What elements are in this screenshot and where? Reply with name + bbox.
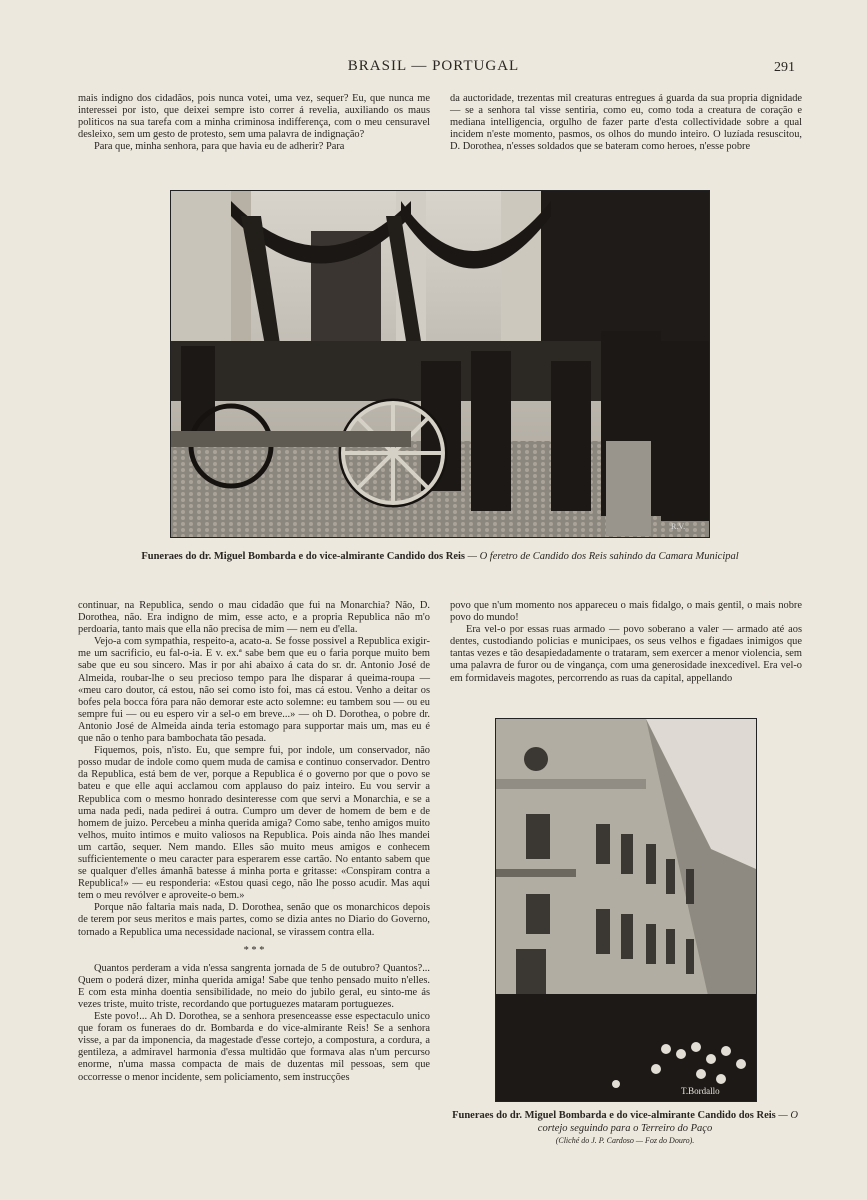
column-top-left (78, 93, 430, 153)
paragraph: Quantos perderam a vida n'essa sangrenta jornada de 5 de outubro? Quantos?... Quem o poderá dizer, minha querida amiga! Sabe que tenho pensado muito n'elles. E com esta minha doentia sensibilidade, no meio do jubilo geral, eu sinto-me ás vezes triste, muito triste, recordando que portuguezes mataram portuguezes. (78, 962, 430, 1010)
photo-funeral-hearse (170, 190, 710, 538)
svg-text:T.Bordallo: T.Bordallo (681, 1086, 720, 1096)
page-number: 291 (774, 60, 795, 75)
caption-photo-1 (120, 551, 760, 564)
caption-description: — O cortejo seguindo para o Terreiro do Paço (537, 1110, 798, 1134)
caption-title: Funeraes do dr. Miguel Bombarda e do vice-almirante Candido dos Reis (452, 1110, 776, 1121)
paragraph: Porque não faltaria mais nada, D. Dorothea, senão que os monarchicos depois de terem por seus meritos e mais partes, como se dizia antes no Diario do Governo, tornado a Republica uma necessidade nacional, se virassem contra ella. (78, 902, 430, 938)
paragraph: da auctoridade, trezentas mil creaturas entregues á guarda da sua propria dignidade — se a senhora tal visse sentiria, como eu, como toda a creatura de coração e mediana intelligencia, orgulho de fazer parte d'esta collectividade sobre a qual incidem n'este momento, pasmos, os olhos do mundo inteiro. O luzíada resuscitou, D. Dorothea, n'esses soldados que se bateram como heroes, n'esse pobre (450, 93, 802, 153)
paragraph: continuar, na Republica, sendo o mau cidadão que fui na Monarchia? Não, D. Dorothea, não. Era indigno de mim, esse acto, e a propria Republica não m'o perdoaria, tanto mais que ella não precisa de mim — nem eu d'ella. (78, 600, 430, 636)
caption-description: — O feretro de Candido dos Reis sahindo da Camara Municipal (467, 551, 739, 562)
paragraph: Este povo!... Ah D. Dorothea, se a senhora presenceasse esse espectaculo unico que foram os funeraes do dr. Bombarda e do vice-almirante Reis! Se a senhora visse, a par da imponencia, da magestade d'esse cortejo, a compostura, a cordura, a gentileza, a admiravel harmonia d'essa multidão que formava alas n'um percurso enorme, n'uma massa compacta de mais de duzentas mil pessoas, sem que occorresse o menor incidente, sem policiamento, sem instrucções (78, 1011, 430, 1083)
paragraph: Era vel-o por essas ruas armado — povo soberano a valer — armado até aos dentes, custodiando policias e municipaes, os seus velhos e figadaes inimigos que tantas vezes e tão desapiedadamente o trataram, sem exercer a menor violencia, sem uma palavra de furor ou de vingança, com uma generosidade inexcedivel. Era vel-o em formidaveis magotes, percorrendo as ruas da capital, appellando (450, 624, 802, 684)
column-middle-right (450, 600, 802, 685)
paragraph: Vejo-a com sympathia, respeito-a, acato-a. Se fosse possivel a Republica exigir-me um sacrificio, eu fal-o-ia. E v. ex.ª sabe bem que eu o faria porque muito bem sabe que eu sou sincero. Mas ir por ahi abaixo á cata do sr. dr. Antonio José de Almeida, roubar-lhe o seu precioso tempo para lhe disparar á queima-roupa — «meu caro doutor, cá estou, não sei como isto foi, mas cá estou. Venho a deitar os bofes pela bocca fóra para não demorar este acto solemne: eu tambem sou — ou eu sempre fui — ou eu espero vir a sel-o em breve...» — oh D. Dorothea, o pobre dr. Antonio José de Almeida ainda teria estomago para supportar mais um, mas eu é que não o tenho para bambochata tão pesada. (78, 636, 430, 745)
photo-funeral-procession (495, 718, 757, 1102)
paragraph: mais indigno dos cidadãos, pois nunca votei, uma vez, sequer? Eu, que nunca me interessei por isto, que deixei sempre isto correr á revelia, auxiliando os maus politicos na sua tarefa com a minha criminosa indifferença, com o meu censuravel desleixo, sem um gesto de protesto, sem uma palavra de indignação? (78, 93, 430, 141)
page-header (0, 58, 867, 78)
hearse-scene-illustration (171, 191, 709, 537)
running-title: BRASIL — PORTUGAL (347, 58, 520, 74)
column-middle-left (78, 600, 430, 1084)
caption-photo-2 (440, 1110, 810, 1148)
paragraph: Para que, minha senhora, para que havia eu de adherir? Para (94, 141, 345, 153)
section-divider: * * * (243, 944, 265, 956)
svg-text:R.V.: R.V. (671, 522, 686, 531)
photo-credit: (Cliché do J. P. Cardoso — Foz do Douro). (555, 1136, 695, 1145)
paragraph: Fiquemos, pois, n'isto. Eu, que sempre fui, por indole, um conservador, não posso mudar de indole como quem muda de camisa e continuo conservador. Dentro da Republica, está bem de ver, porque a Republica é o governo por que o povo se bateu e que elle aqui acclamou com applauso do paiz inteiro. Eu vou servir a Republica com o mesmo honrado desinteresse com que servi a Monarchia, e se a uma nada pedi, nada pedirei á outra. Cumpro um dever de homem de bem e de homem de juizo. Percebeu a minha querida amiga? Como sabe, tenho amigos muito velhos, muito intimos e muito valiosos na Republica. Pois ainda não lhes mandei um cartão, sequer. Nem mando. Elles são muito meus amigos e conhecem sufficientemente o meu caracter para esperarem esse cartão. No entanto sabem que se qualquer d'elles ámanhã batesse á minha porta e gritasse: «Conspiram contra a Republica!» — eu responderia: «Estou quasi cego, não lhe posso acudir. Mas aqui tem o meu revólver e aproveite-o bem.» (78, 745, 430, 902)
caption-title: Funeraes do dr. Miguel Bombarda e do vice-almirante Candido dos Reis (141, 551, 465, 562)
procession-scene-illustration (496, 719, 756, 1101)
paragraph: povo que n'um momento nos appareceu o mais fidalgo, o mais gentil, o mais nobre povo do mundo! (450, 600, 802, 624)
column-top-right (450, 93, 802, 153)
